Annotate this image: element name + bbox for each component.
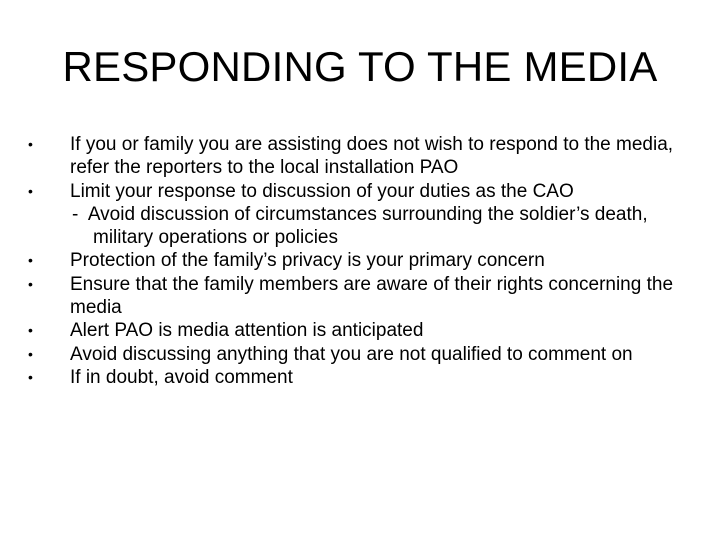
bullet-icon: • — [28, 345, 33, 362]
bullet-item — [26, 343, 706, 366]
bullet-item — [26, 273, 706, 320]
bullet-item — [26, 249, 706, 272]
bullet-text: Protection of the family’s privacy is your primary concern — [70, 250, 545, 272]
sub-item — [26, 203, 706, 250]
bullet-icon: • — [28, 368, 33, 385]
sub-item-dash: - — [72, 203, 79, 225]
bullet-text: Ensure that the family members are aware of their rights concerning the media — [70, 273, 674, 319]
bullet-icon: • — [28, 136, 33, 152]
sub-item-line2: military operations or policies — [93, 227, 338, 249]
slide-title: RESPONDING TO THE MEDIA — [62, 43, 658, 90]
bullet-text: Alert PAO is media attention is anticipated — [70, 320, 424, 342]
bullet-text: If you or family you are assisting does not wish to respond to the media, refer the reporters to the local installation PAO — [70, 134, 674, 179]
bullet-text: If in doubt, avoid comment — [70, 366, 293, 388]
bullet-item — [26, 319, 706, 342]
bullet-icon: • — [28, 322, 33, 339]
bullet-item — [26, 133, 706, 180]
bullet-icon: • — [28, 275, 33, 292]
bullet-item — [26, 366, 706, 389]
bullet-icon: • — [28, 182, 33, 199]
bullet-text: Limit your response to discussion of your duties as the CAO — [70, 180, 574, 202]
bullet-list — [26, 133, 706, 389]
bullet-icon: • — [28, 252, 33, 269]
bullet-text: Avoid discussing anything that you are not qualified to comment on — [70, 343, 633, 365]
sub-item-line1: Avoid discussion of circumstances surrounding the soldier’s death, — [87, 203, 648, 225]
bullet-item — [26, 180, 706, 203]
